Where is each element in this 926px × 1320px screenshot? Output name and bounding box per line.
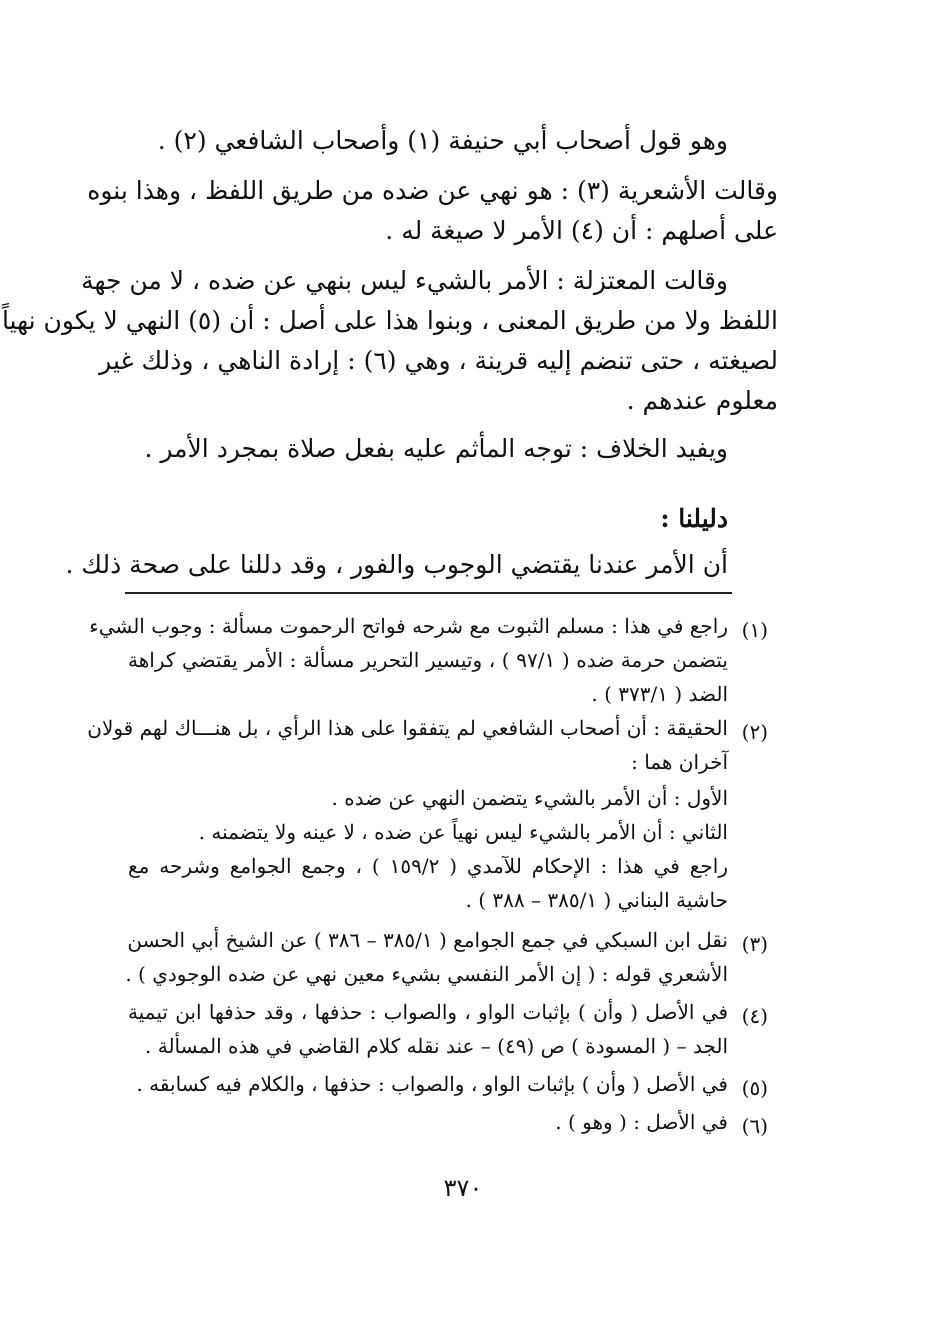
footnote-line: في الأصل : ( وهو ) . [555,1110,728,1134]
footnote-line: الأول : أن الأمر بالشيء يتضمن النهي عن ضده . [331,786,728,810]
body-line: وقالت المعتزلة : الأمر بالشيء ليس بنهي عن ضده ، لا من جهة [81,266,728,295]
body-line: لصيغته ، حتى تنضم إليه قرينة ، وهي (٦) : إرادة الناهي ، وذلك غير [99,346,778,375]
footnote-number: (٢) [741,720,768,744]
footnote-line: يتضمن حرمة ضده ( ٩٧/١ ) ، وتيسير التحرير مسألة : الأمر يقتضي كراهة [128,648,728,672]
body-line: ويفيد الخلاف : توجه المأثم عليه بفعل صلاة بمجرد الأمر . [144,434,728,463]
footnote-line: راجع في هذا : مسلم الثبوت مع شرحه فواتح الرحموت مسألة : وجوب الشيء [89,614,728,638]
body-line: وهو قول أصحاب أبي حنيفة (١) وأصحاب الشافعي (٢) . [157,126,728,155]
footnote-number: (٤) [741,1004,768,1028]
section-heading: دليلنا : [660,504,728,533]
body-line: أن الأمر عندنا يقتضي الوجوب والفور ، وقد دللنا على صحة ذلك . [65,550,728,579]
body-line: على أصلهم : أن (٤) الأمر لا صيغة له . [385,216,778,245]
footnote-number: (٥) [741,1076,768,1100]
footnote-line: الضد ( ٣٧٣/١ ) . [591,682,728,706]
footnote-line: نقل ابن السبكي في جمع الجوامع ( ٣٨٥/١ – ٣٨٦ ) عن الشيخ أبي الحسن [127,928,728,952]
footnote-number: (٣) [741,932,768,956]
footnote-separator [125,592,732,594]
footnote-line: آخران هما : [631,750,728,774]
body-line: اللفظ ولا من طريق المعنى ، وبنوا هذا على أصل : أن (٥) النهي لا يكون نهياً [1,306,778,335]
footnote-line: في الأصل ( وأن ) بإثبات الواو ، والصواب : حذفها ، والكلام فيه كسابقه . [136,1072,728,1096]
page-number: ٣٧٠ [443,1174,483,1202]
footnote-line: الجد – ( المسودة ) ص (٤٩) – عند نقله كلام القاضي في هذه المسألة . [145,1034,728,1058]
body-line: وقالت الأشعرية (٣) : هو نهي عن ضده من طريق اللفظ ، وهذا بنوه [87,176,778,205]
footnote-line: في الأصل ( وأن ) بإثبات الواو ، والصواب : حذفها ، وقد حذفها ابن تيمية [128,1000,728,1024]
footnote-line: حاشية البناني ( ٣٨٥/١ – ٣٨٨ ) . [465,888,728,912]
footnote-line: الحقيقة : أن أصحاب الشافعي لم يتفقوا على هذا الرأي ، بل هنـــاك لهم قولان [87,716,728,740]
body-line: معلوم عندهم . [626,386,778,415]
footnote-number: (٦) [741,1114,768,1138]
footnote-line: الثاني : أن الأمر بالشيء ليس نهياً عن ضده ، لا عينه ولا يتضمنه . [198,820,728,844]
footnote-line: الأشعري قوله : ( إن الأمر النفسي بشيء معين نهي عن ضده الوجودي ) . [125,962,728,986]
footnote-number: (١) [741,618,768,642]
footnote-line: راجع في هذا : الإحكام للآمدي ( ١٥٩/٢ ) ، وجمع الجوامع وشرحه مع [128,854,728,878]
